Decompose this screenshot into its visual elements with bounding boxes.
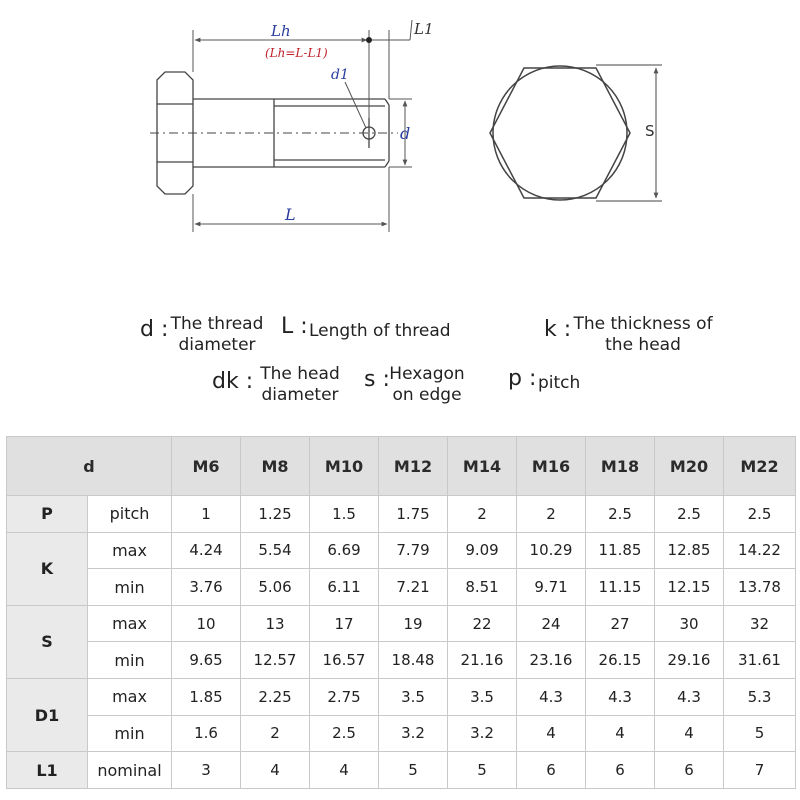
table-row — [7, 752, 796, 789]
table-cell: 4 — [241, 752, 310, 789]
table-cell: 11.15 — [586, 569, 655, 606]
legend-p — [508, 366, 618, 400]
table-cell: 2.25 — [241, 679, 310, 716]
row-sub-label: max — [88, 532, 172, 569]
legend-s-text: Hexagon on edge — [389, 364, 465, 405]
table-cell: 3.2 — [448, 715, 517, 752]
row-sub-label: pitch — [88, 496, 172, 533]
table-cell: 6 — [517, 752, 586, 789]
table-cell: 8.51 — [448, 569, 517, 606]
table-cell: 5 — [724, 715, 796, 752]
legend-k-text: The thickness of the head — [573, 314, 713, 355]
table-cell: 5.54 — [241, 532, 310, 569]
table-cell: 6.11 — [310, 569, 379, 606]
group-label-l1: L1 — [7, 752, 88, 789]
size-header-m6: M6 — [172, 437, 241, 496]
table-cell: 1.75 — [379, 496, 448, 533]
table-cell: 1 — [172, 496, 241, 533]
group-label-d1: D1 — [7, 679, 88, 752]
table-cell: 6.69 — [310, 532, 379, 569]
size-header-m14: M14 — [448, 437, 517, 496]
table-row — [7, 642, 796, 679]
table-cell: 2.5 — [310, 715, 379, 752]
table-cell: 3.2 — [379, 715, 448, 752]
table-cell: 9.65 — [172, 642, 241, 679]
corner-d-label: d — [7, 437, 172, 496]
table-cell: 9.71 — [517, 569, 586, 606]
table-header-row — [7, 437, 796, 496]
table-cell: 3.76 — [172, 569, 241, 606]
table-cell: 12.85 — [655, 532, 724, 569]
size-header-m22: M22 — [724, 437, 796, 496]
group-label-s: S — [7, 605, 88, 678]
dimension-labels — [265, 20, 434, 224]
table-cell: 1.6 — [172, 715, 241, 752]
table-cell: 12.57 — [241, 642, 310, 679]
table-cell: 13.78 — [724, 569, 796, 606]
row-sub-label: min — [88, 642, 172, 679]
table-cell: 2 — [241, 715, 310, 752]
table-cell: 4.3 — [517, 679, 586, 716]
legend-d-text: The thread diameter — [170, 314, 264, 355]
table-cell: 5 — [448, 752, 517, 789]
table-cell: 13 — [241, 605, 310, 642]
table-row — [7, 532, 796, 569]
row-sub-label: min — [88, 715, 172, 752]
table-row — [7, 679, 796, 716]
table-cell: 2.5 — [655, 496, 724, 533]
legend-l — [281, 314, 481, 348]
table-row — [7, 715, 796, 752]
table-cell: 30 — [655, 605, 724, 642]
table-cell: 5 — [379, 752, 448, 789]
table-cell: 4.3 — [586, 679, 655, 716]
table-cell: 2 — [517, 496, 586, 533]
table-cell: 17 — [310, 605, 379, 642]
table-cell: 4 — [517, 715, 586, 752]
table-cell: 23.16 — [517, 642, 586, 679]
l1-label: L1 — [414, 20, 434, 38]
table-cell: 1.85 — [172, 679, 241, 716]
table-cell: 24 — [517, 605, 586, 642]
table-cell: 12.15 — [655, 569, 724, 606]
table-cell: 3.5 — [448, 679, 517, 716]
table-cell: 7.79 — [379, 532, 448, 569]
hex-head-top-view — [490, 65, 662, 201]
s-label: S — [645, 122, 655, 140]
bolt-spec-table — [6, 436, 796, 789]
table-cell: 2.5 — [586, 496, 655, 533]
l-label: L — [285, 205, 296, 224]
legend-dk — [212, 364, 352, 408]
table-cell: 1.5 — [310, 496, 379, 533]
table-row — [7, 569, 796, 606]
table-cell: 5.06 — [241, 569, 310, 606]
table-cell: 5.3 — [724, 679, 796, 716]
table-cell: 4 — [586, 715, 655, 752]
legend-dk-text: The head diameter — [260, 364, 340, 405]
table-row — [7, 605, 796, 642]
table-cell: 7.21 — [379, 569, 448, 606]
row-sub-label: min — [88, 569, 172, 606]
table-cell: 4.3 — [655, 679, 724, 716]
table-cell: 9.09 — [448, 532, 517, 569]
table-cell: 19 — [379, 605, 448, 642]
table-cell: 6 — [586, 752, 655, 789]
table-cell: 3 — [172, 752, 241, 789]
size-header-m12: M12 — [379, 437, 448, 496]
table-row — [7, 496, 796, 533]
table-cell: 3.5 — [379, 679, 448, 716]
legend-l-text: Length of thread — [309, 321, 451, 341]
row-sub-label: max — [88, 679, 172, 716]
legend-s — [364, 364, 484, 408]
size-header-m8: M8 — [241, 437, 310, 496]
table-cell: 4 — [655, 715, 724, 752]
d1-label: d1 — [331, 67, 349, 83]
row-sub-label: max — [88, 605, 172, 642]
table-cell: 29.16 — [655, 642, 724, 679]
bolt-side-view — [150, 72, 398, 194]
table-cell: 11.85 — [586, 532, 655, 569]
legend-p-key: p : — [508, 366, 537, 391]
table-cell: 27 — [586, 605, 655, 642]
legend-k — [544, 314, 724, 358]
table-cell: 16.57 — [310, 642, 379, 679]
size-header-m18: M18 — [586, 437, 655, 496]
table-cell: 2 — [448, 496, 517, 533]
size-header-m20: M20 — [655, 437, 724, 496]
lh-formula-label: (Lh=L-L1) — [265, 46, 328, 60]
table-cell: 26.15 — [586, 642, 655, 679]
table-cell: 4.24 — [172, 532, 241, 569]
table-cell: 1.25 — [241, 496, 310, 533]
group-label-p: P — [7, 496, 88, 533]
group-label-k: K — [7, 532, 88, 605]
table-cell: 7 — [724, 752, 796, 789]
d-label: d — [400, 124, 411, 143]
legend-l-key: L : — [281, 314, 308, 339]
bolt-technical-drawing — [0, 0, 800, 300]
table-cell: 21.16 — [448, 642, 517, 679]
table-cell: 2.75 — [310, 679, 379, 716]
lh-label: Lh — [271, 22, 291, 40]
table-cell: 4 — [310, 752, 379, 789]
table-cell: 31.61 — [724, 642, 796, 679]
legend-d — [140, 314, 270, 358]
table-cell: 18.48 — [379, 642, 448, 679]
table-cell: 22 — [448, 605, 517, 642]
table-cell: 10.29 — [517, 532, 586, 569]
legend-dk-key: dk : — [212, 369, 254, 394]
size-header-m10: M10 — [310, 437, 379, 496]
table-cell: 14.22 — [724, 532, 796, 569]
row-sub-label: nominal — [88, 752, 172, 789]
legend-s-key: s : — [364, 367, 390, 392]
table-cell: 32 — [724, 605, 796, 642]
table-cell: 6 — [655, 752, 724, 789]
lh-endpoint-dot — [366, 37, 372, 43]
size-header-m16: M16 — [517, 437, 586, 496]
table-cell: 2.5 — [724, 496, 796, 533]
legend-k-key: k : — [544, 317, 572, 342]
legend-d-key: d : — [140, 317, 169, 342]
table-cell: 10 — [172, 605, 241, 642]
legend-p-text: pitch — [538, 373, 581, 393]
